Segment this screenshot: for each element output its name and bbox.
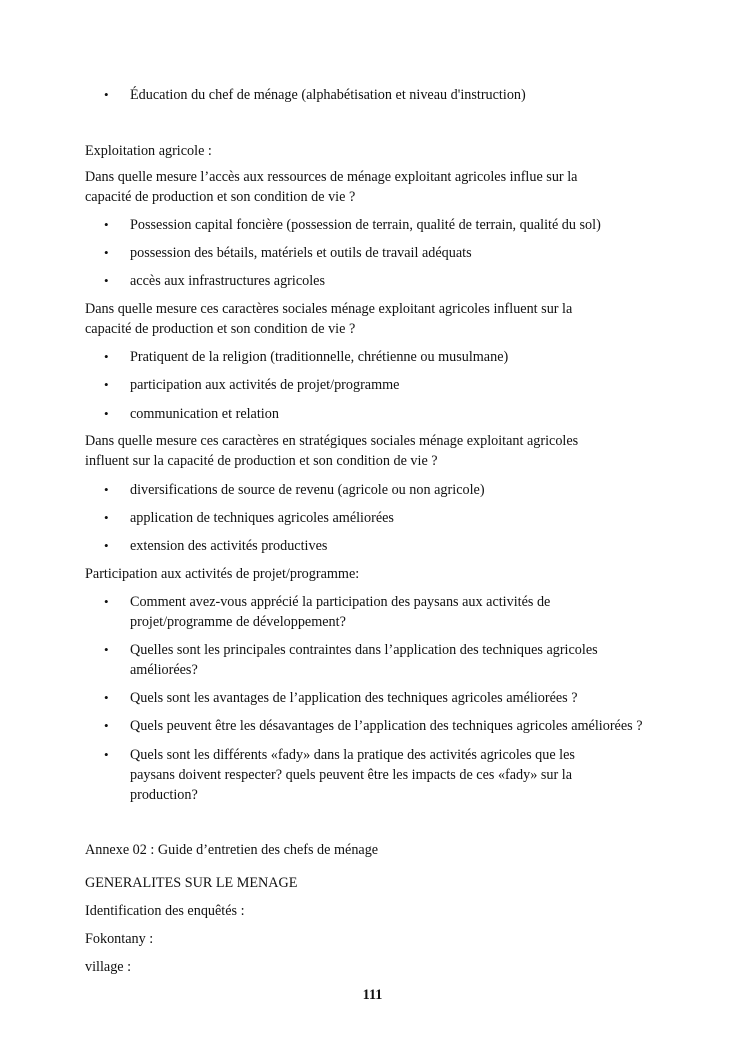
bullet: •	[104, 406, 109, 421]
annex-title: Annexe 02 : Guide d’entretien des chefs de ménage	[85, 842, 379, 858]
list-item: accès aux infrastructures agricoles	[130, 273, 325, 289]
list-item: communication et relation	[130, 406, 279, 422]
question-3: Quels sont les avantages de l’application des techniques agricoles améliorées ?	[130, 690, 578, 706]
identification-label: Identification des enquêtés :	[85, 903, 245, 919]
exploitation-heading: Exploitation agricole :	[85, 143, 212, 159]
question-1-line-2: projet/programme de développement?	[130, 614, 346, 630]
bullet: •	[104, 718, 109, 733]
participation-heading: Participation aux activités de projet/programme:	[85, 566, 360, 582]
bullet: •	[104, 245, 109, 260]
bullet: •	[104, 377, 109, 392]
question-1-line-1: Comment avez-vous apprécié la participation des paysans aux activités de	[130, 594, 551, 610]
list-item: application de techniques agricoles améliorées	[130, 510, 394, 526]
bullet: •	[104, 690, 109, 705]
annex-section-heading: GENERALITES SUR LE MENAGE	[85, 875, 298, 891]
bullet: •	[104, 510, 109, 525]
list-item: extension des activités productives	[130, 538, 328, 554]
strategic-question-line-1: Dans quelle mesure ces caractères en stratégiques sociales ménage exploitant agricoles	[85, 433, 579, 449]
bullet: •	[104, 273, 109, 288]
question-5-line-1: Quels sont les différents «fady» dans la pratique des activités agricoles que les	[130, 747, 575, 763]
list-item: Possession capital foncière (possession de terrain, qualité de terrain, qualité du sol)	[130, 217, 601, 233]
question-5-line-2: paysans doivent respecter? quels peuvent être les impacts de ces «fady» sur la	[130, 767, 573, 783]
bullet: •	[104, 747, 109, 762]
social-question-line-2: capacité de production et son condition de vie ?	[85, 321, 356, 337]
social-question-line-1: Dans quelle mesure ces caractères sociales ménage exploitant agricoles influent sur la	[85, 301, 573, 317]
question-2-line-2: améliorées?	[130, 662, 198, 678]
list-item: Pratiquent de la religion (traditionnelle, chrétienne ou musulmane)	[130, 349, 509, 365]
strategic-question-line-2: influent sur la capacité de production et son condition de vie ?	[85, 453, 438, 469]
question-2-line-1: Quelles sont les principales contraintes dans l’application des techniques agricoles	[130, 642, 598, 658]
bullet: •	[104, 349, 109, 364]
bullet: •	[104, 642, 109, 657]
list-item: diversifications de source de revenu (agricole ou non agricole)	[130, 482, 485, 498]
village-label: village :	[85, 959, 132, 975]
bullet: •	[104, 482, 109, 497]
bullet: •	[104, 594, 109, 609]
bullet: •	[104, 538, 109, 553]
list-item: participation aux activités de projet/programme	[130, 377, 400, 393]
exploitation-question-line-1: Dans quelle mesure l’accès aux ressources de ménage exploitant agricoles influe sur la	[85, 169, 578, 185]
question-4: Quels peuvent être les désavantages de l’application des techniques agricoles améliorées ?	[130, 718, 643, 734]
page-number: 111	[362, 987, 383, 1003]
exploitation-question-line-2: capacité de production et son condition de vie ?	[85, 189, 356, 205]
question-5-line-3: production?	[130, 787, 198, 803]
fokontany-label: Fokontany :	[85, 931, 154, 947]
bullet: •	[104, 217, 109, 232]
list-item: possession des bétails, matériels et outils de travail adéquats	[130, 245, 472, 261]
bullet: •	[104, 87, 109, 102]
intro-bullet-text: Éducation du chef de ménage (alphabétisation et niveau d'instruction)	[130, 87, 526, 103]
